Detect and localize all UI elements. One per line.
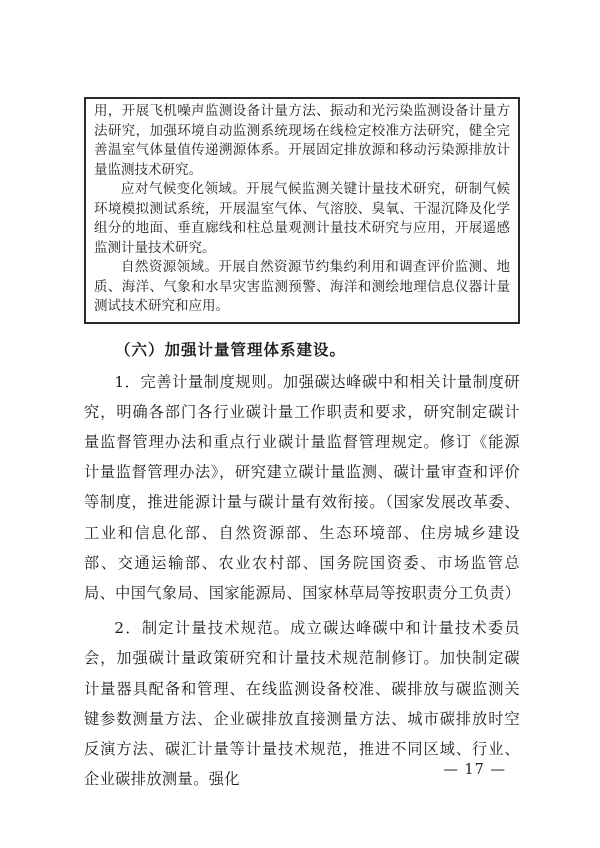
body-paragraph: 1．完善计量制度规则。加强碳达峰碳中和相关计量制度研究，明确各部门各行业碳计量工作职责和要求，研究制定碳计量监督管理办法和重点行业碳计量监督管理规定。修订《能源计量监督管理办法》，研究建立碳计量监测、碳计量审查和评价等制度，推进能源计量与碳计量有效衔接。（国家发展改革委、工业和信息化部、自然资源部、生态环境部、住房城乡建设部、交通运输部、农业农村部、国务院国资委、市场监管总局、中国气象局、国家能源局、国家林草局等按职责分工负责） xyxy=(84,372,521,602)
document-content xyxy=(84,97,520,794)
boxed-paragraph: 用，开展飞机噪声监测设备计量方法、振动和光污染监测设备计量方法研究，加强环境自动监测系统现场在线检定校准方法研究，健全完善温室气体量值传递溯源体系。开展固定排放源和移动污染源排放计量监测技术研究。 xyxy=(94,103,510,178)
boxed-text-section xyxy=(84,97,520,324)
section-heading: （六）加强计量管理体系建设。 xyxy=(115,339,347,359)
boxed-paragraph: 自然资源领域。开展自然资源节约集约利用和调查评价监测、地质、海洋、气象和水旱灾害监测预警、海洋和测绘地理信息仪器计量测试技术研究和应用。 xyxy=(94,259,510,314)
boxed-paragraph: 应对气候变化领域。开展气候监测关键计量技术研究，研制气候环境模拟测试系统，开展温室气体、气溶胶、臭氧、干湿沉降及化学组分的地面、垂直廊线和柱总量观测计量技术研究与应用，开展遥感监测计量技术研究。 xyxy=(94,181,510,256)
page-number: — 17 — xyxy=(443,762,506,778)
body-paragraph: 2．制定计量技术规范。成立碳达峰碳中和计量技术委员会，加强碳计量政策研究和计量技术规范制修订。加快制定碳计量器具配备和管理、在线监测设备校准、碳排放与碳监测关键参数测量方法、企业碳排放直接测量方法、城市碳排放时空反演方法、碳汇计量等计量技术规范，推进不同区域、行业、企业碳排放测量。强化 xyxy=(84,619,520,789)
